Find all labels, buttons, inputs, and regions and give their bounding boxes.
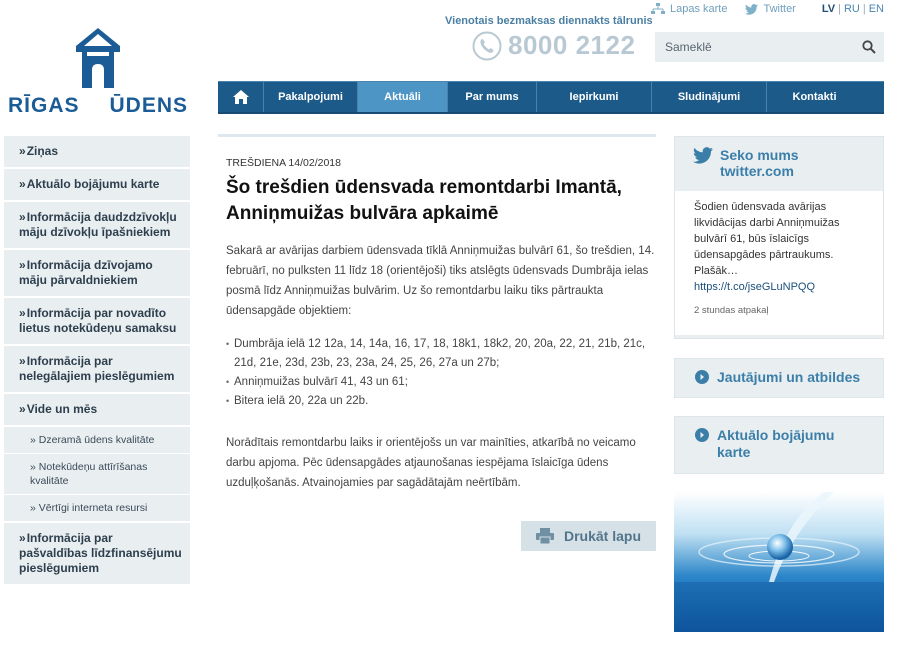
logo-word-left: RĪGAS bbox=[8, 94, 80, 117]
twitter-bird-icon bbox=[693, 147, 713, 164]
lang-en[interactable]: EN bbox=[868, 3, 884, 15]
article-paragraph: Norādītais remontdarbu laiks ir orientējošs un var mainīties, atkarībā no veicamo darbu apjoma. Pēc ūdensapgādes atjaunošanas iespējama īslaicīga ūdens uzduļķošanās. Atvainojamies par sagādātajām neērtībām. bbox=[226, 437, 636, 489]
printer-icon bbox=[536, 528, 554, 544]
language-switcher bbox=[822, 3, 884, 15]
sidebar-subitem-label: Dzeramā ūdens kvalitāte bbox=[38, 434, 155, 446]
water-drop-image bbox=[674, 492, 884, 632]
top-links bbox=[633, 3, 884, 15]
list-item: • Anniņmuižas bulvārī 41, 43 un 61; bbox=[226, 373, 656, 392]
chevron-right-icon: » bbox=[19, 144, 26, 158]
sidebar-item-lidzfinansejums[interactable] bbox=[4, 523, 190, 586]
search-box bbox=[655, 32, 884, 62]
nav-home[interactable] bbox=[218, 82, 264, 112]
hotline-phone[interactable] bbox=[472, 30, 635, 61]
damage-map-link-box[interactable] bbox=[674, 416, 884, 474]
twitter-label: Twitter bbox=[763, 3, 796, 15]
list-item: • Dumbrāja ielā 12 12a, 14, 14a, 16, 17, 18, 18k1, 18k2, 20, 20a, 22, 21, 21b, 21c, 21d, 21e, 23d, 23b, 23, 23a, 24, 25, 26, 27a un 27b; bbox=[226, 335, 656, 373]
chevron-right-icon: » bbox=[19, 402, 26, 416]
print-label: Drukāt lapu bbox=[563, 528, 641, 544]
sidebar-subitem-resursi[interactable]: » Vērtīgi interneta resursi bbox=[4, 495, 190, 523]
sidebar-subitem-dzerama-udens[interactable]: » Dzeramā ūdens kvalitāte bbox=[4, 427, 190, 454]
nav-item-pakalpojumi[interactable]: Pakalpojumi bbox=[264, 82, 358, 112]
hotline-number: 8000 2122 bbox=[508, 30, 636, 60]
arrow-circle-icon bbox=[695, 428, 709, 442]
sitemap-link[interactable] bbox=[651, 3, 727, 15]
tweet bbox=[675, 191, 883, 335]
sidebar-item-daudzdzivoklu[interactable] bbox=[4, 202, 190, 250]
chevron-right-icon: » bbox=[19, 531, 26, 545]
twitter-bird-icon bbox=[745, 4, 758, 15]
chevron-right-icon: » bbox=[19, 258, 26, 272]
damage-map-label: Aktuālo bojājumu karte bbox=[717, 427, 835, 460]
sidebar-item-label: Vide un mēs bbox=[26, 402, 98, 416]
nav-item-iepirkumi[interactable]: Iepirkumi bbox=[537, 82, 652, 112]
print-button[interactable] bbox=[521, 521, 656, 551]
twitter-widget-header[interactable] bbox=[675, 137, 883, 179]
sidebar-item-label: Informācija daudzdzīvokļu māju dzīvokļu īpašniekiem bbox=[19, 210, 177, 239]
main-nav bbox=[218, 81, 884, 114]
logo-text bbox=[8, 94, 188, 118]
sidebar-item-nelegalie[interactable] bbox=[4, 346, 190, 394]
twitter-link[interactable] bbox=[745, 3, 795, 15]
sidebar-subitem-notekudenu[interactable]: » Notekūdeņu attīrīšanas kvalitāte bbox=[4, 454, 190, 495]
chevron-right-icon: » bbox=[19, 354, 26, 368]
chevron-right-icon: » bbox=[19, 210, 26, 224]
qa-link-box[interactable] bbox=[674, 358, 884, 398]
nav-item-par-mums[interactable]: Par mums bbox=[448, 82, 537, 112]
tweet-text: Šodien ūdensvada avārijas likvidācijas darbi Anniņmuižas bulvārī 61, būs īslaicīgs ūdensapgādes pārtraukums. Plašāk… bbox=[694, 201, 840, 277]
lang-lv[interactable]: LV bbox=[821, 3, 836, 15]
sidebar-item-vide-un-mes[interactable] bbox=[4, 394, 190, 427]
search-icon[interactable] bbox=[862, 40, 876, 54]
sidebar-item-label: Informācija par pašvaldības līdzfinansējumu pieslēgumiem bbox=[19, 531, 182, 575]
sitemap-icon bbox=[651, 3, 665, 15]
chevron-right-icon: » bbox=[19, 306, 26, 320]
article-date: TREŠDIENA 14/02/2018 bbox=[226, 157, 341, 169]
arrow-circle-icon bbox=[695, 370, 709, 384]
right-column bbox=[674, 136, 884, 632]
lang-ru[interactable]: RU bbox=[843, 3, 860, 15]
lang-separator: | bbox=[862, 3, 866, 15]
hotline-label: Vienotais bezmaksas diennakts tālrunis bbox=[445, 15, 653, 27]
sidebar-item-bojajumu-karte[interactable] bbox=[4, 169, 190, 202]
tweet-time: 2 stundas atpakaļ bbox=[694, 305, 769, 316]
twitter-widget-title: Seko mums twitter.com bbox=[720, 147, 799, 179]
sidebar-item-label: Aktuālo bojājumu karte bbox=[26, 177, 160, 191]
phone-icon bbox=[472, 31, 502, 61]
qa-label: Jautājumi un atbildes bbox=[717, 369, 861, 385]
sitemap-label: Lapas karte bbox=[669, 3, 728, 15]
lang-separator: | bbox=[838, 3, 841, 15]
tweet-link[interactable]: https://t.co/jseGLuNPQQ bbox=[694, 281, 816, 293]
sidebar bbox=[4, 136, 190, 586]
sidebar-item-label: Informācija par nelegālajiem pieslēgumiem bbox=[19, 354, 175, 383]
sidebar-subitem-label: Notekūdeņu attīrīšanas kvalitāte bbox=[30, 461, 148, 487]
sidebar-item-lietus-notekudeni[interactable] bbox=[4, 298, 190, 346]
article-paragraph: Sakarā ar avārijas darbiem ūdensvada tīklā Anniņmuižas bulvārī 61, šo trešdien, 14. februārī, no pulksten 11 līdz 18 (orientējoši) tiks atslēgts ūdensvads Dumbrāja ielas posmā līdz Anniņmuižas bulvārim. Uz šo remontdarbu laiku tiks pārtraukta ūdensapgāde objektiem: bbox=[226, 245, 655, 317]
article-title: Šo trešdien ūdensvada remontdarbi Imantā, Anniņmuižas bulvāra apkaimē bbox=[226, 177, 622, 224]
sidebar-item-label: Informācija par novadīto lietus notekūdeņu samaksu bbox=[19, 306, 177, 335]
logo[interactable] bbox=[8, 26, 188, 118]
twitter-widget bbox=[674, 136, 884, 339]
home-icon bbox=[233, 90, 249, 104]
sidebar-item-label: Informācija dzīvojamo māju pārvaldniekiem bbox=[19, 258, 153, 287]
article-divider bbox=[218, 134, 656, 137]
logo-word-right: ŪDENS bbox=[109, 94, 188, 117]
address-list bbox=[218, 335, 656, 411]
sidebar-item-parvaldniekiem[interactable] bbox=[4, 250, 190, 298]
nav-item-aktuali[interactable]: Aktuāli bbox=[358, 82, 448, 112]
chevron-right-icon: » bbox=[19, 177, 26, 191]
sidebar-item-zinas[interactable] bbox=[4, 136, 190, 169]
water-tower-logo-icon bbox=[70, 26, 126, 96]
list-item: • Bitera ielā 20, 22a un 22b. bbox=[226, 392, 656, 411]
sidebar-subitem-label: Vērtīgi interneta resursi bbox=[38, 502, 148, 514]
search-input[interactable] bbox=[665, 40, 835, 54]
article bbox=[218, 134, 656, 544]
nav-item-kontakti[interactable]: Kontakti bbox=[792, 91, 837, 103]
sidebar-item-label: Ziņas bbox=[26, 144, 59, 158]
nav-item-sludinajumi[interactable]: Sludinājumi bbox=[652, 82, 767, 112]
